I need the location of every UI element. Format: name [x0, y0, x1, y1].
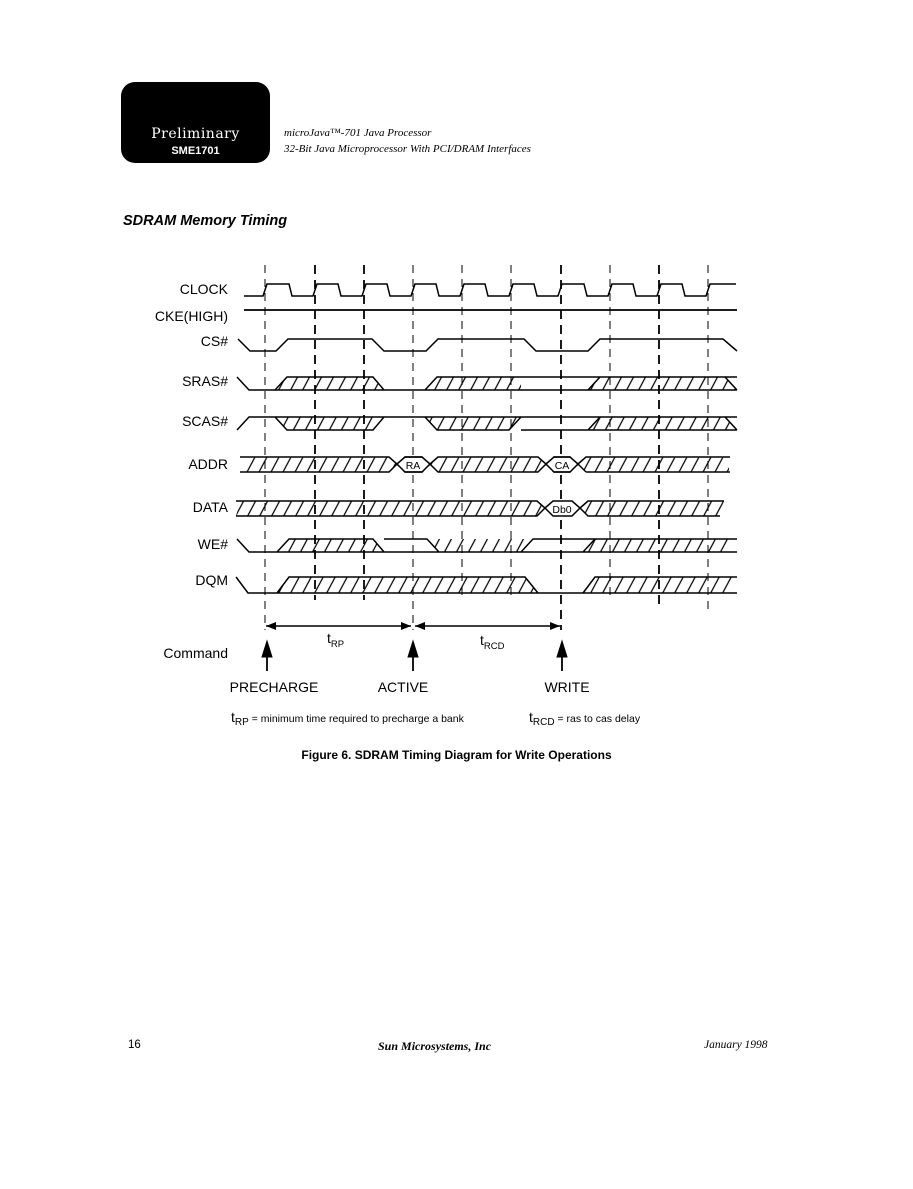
legend-trp: tRP = minimum time required to precharge a bank	[231, 709, 464, 728]
trp-label: $t_{RP}$	[327, 630, 345, 650]
badge-preliminary-text: Preliminary	[151, 126, 240, 142]
label-sras: SRAS#	[182, 373, 228, 389]
sras-waveform	[237, 377, 737, 390]
footer-company: Sun Microsystems, Inc	[378, 1039, 492, 1053]
legend-trcd: tRCD = ras to cas delay	[529, 709, 641, 728]
footer-date: January 1998	[704, 1039, 768, 1051]
label-addr: ADDR	[188, 456, 228, 472]
label-clock: CLOCK	[179, 281, 228, 297]
trcd-label: $t_{RCD}$	[480, 632, 505, 652]
section-title: SDRAM Memory Timing	[123, 213, 288, 229]
figure-caption: Figure 6. SDRAM Timing Diagram for Write Operations	[301, 748, 612, 762]
page-number: 16	[128, 1039, 141, 1051]
addr-bus-waveform	[240, 457, 730, 472]
label-data: DATA	[192, 499, 228, 515]
cycle-reference-lines	[265, 265, 708, 630]
label-cke: CKE(HIGH)	[154, 308, 228, 324]
dqm-waveform	[236, 577, 737, 593]
label-dqm: DQM	[195, 572, 228, 588]
label-we: WE#	[197, 536, 228, 552]
command-label: Command	[163, 645, 228, 661]
addr-column-address: CA	[554, 460, 570, 472]
command-arrows	[262, 641, 567, 671]
command-write: WRITE	[544, 679, 590, 695]
command-precharge: PRECHARGE	[229, 679, 319, 695]
badge-part-number: SME1701	[171, 145, 220, 157]
header-product-line: microJava™-701 Java Processor	[284, 127, 432, 139]
data-db0-value: Db0	[552, 504, 572, 516]
we-waveform	[237, 539, 737, 552]
scas-waveform	[237, 417, 737, 430]
label-cs: CS#	[200, 333, 228, 349]
data-bus-waveform	[236, 501, 724, 516]
clock-waveform	[244, 284, 736, 296]
header-subtitle: 32-Bit Java Microprocessor With PCI/DRAM Interfaces	[284, 143, 531, 155]
cs-waveform	[238, 339, 737, 351]
command-active: ACTIVE	[377, 679, 429, 695]
label-scas: SCAS#	[182, 413, 228, 429]
addr-row-address: RA	[405, 460, 421, 472]
